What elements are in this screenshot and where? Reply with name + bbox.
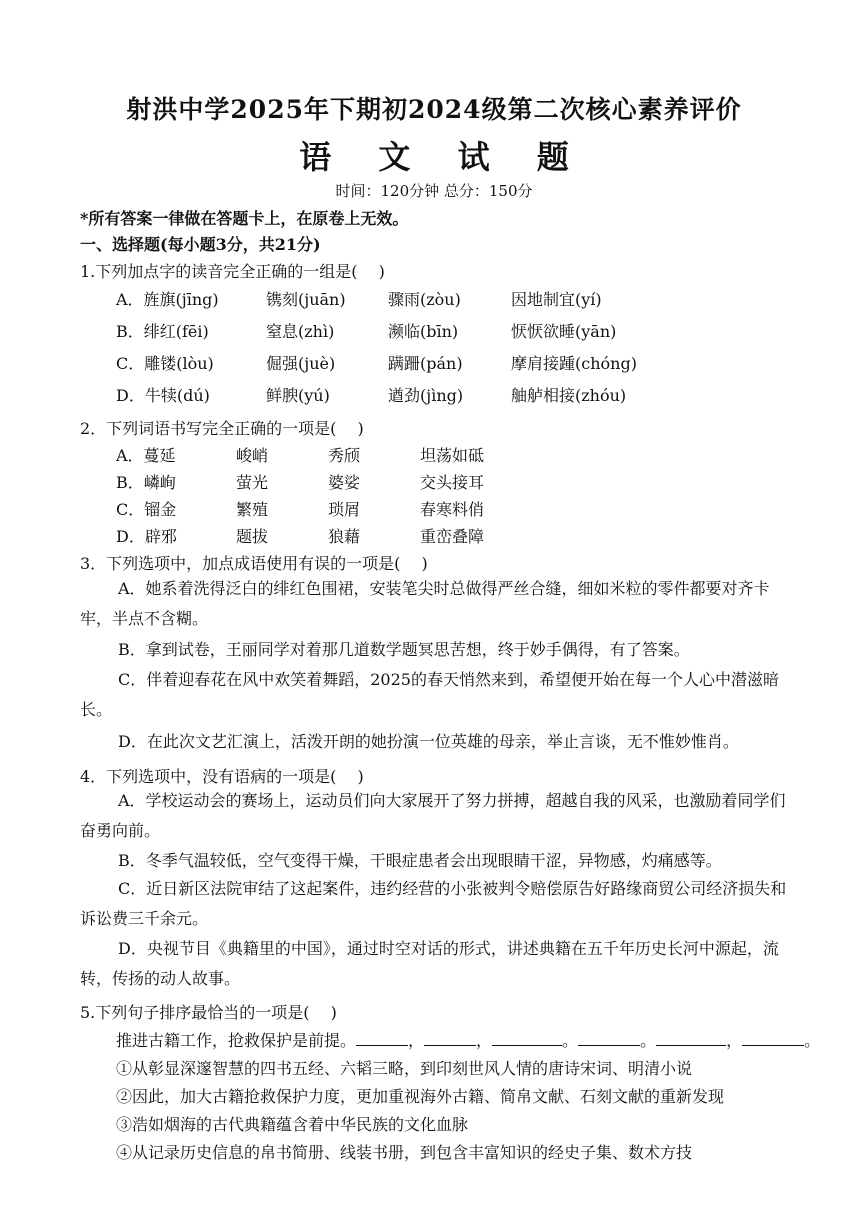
blank-6 — [742, 1045, 804, 1046]
question-3-option-c: C．伴着迎春花在风中欢笑着舞蹈，2025的春天悄然来到，希望便开始在每一个人心中潜滋暗长。 — [80, 670, 779, 719]
q1-b-4: 恹恹欲睡(yān) — [511, 322, 617, 341]
q1-a-4: 因地制宜(yí) — [511, 290, 602, 309]
question-5-item-3: ③浩如烟海的古代典籍蕴含着中华民族的文化血脉 — [116, 1115, 469, 1134]
q2-a-4: 坦荡如砥 — [420, 446, 485, 465]
blank-2 — [424, 1045, 476, 1046]
q2-c-4: 春寒料俏 — [420, 500, 485, 519]
q2-c-3: 琐屑 — [328, 500, 361, 519]
question-5-stem: 5.下列句子排序最恰当的一项是( ) — [80, 1003, 337, 1022]
blank-1 — [356, 1045, 408, 1046]
exam-title: 射洪中学2025年下期初2024级第二次核心素养评价 — [126, 95, 742, 124]
subject-title: 语 文 试 题 — [299, 138, 587, 176]
answer-notice: *所有答案一律做在答题卡上，在原卷上无效。 — [80, 209, 409, 228]
section-heading: 一、选择题(每小题3分，共21分) — [80, 235, 321, 254]
q1-c-1: C．雕镂(lòu) — [116, 354, 214, 373]
q1-c-4: 摩肩接踵(chóng) — [511, 354, 637, 373]
question-4-stem: 4．下列选项中，没有语病的一项是( ) — [80, 767, 364, 786]
q2-b-4: 交头接耳 — [420, 473, 485, 492]
q2-b-1: B．嶙峋 — [116, 473, 176, 492]
question-1-stem: 1.下列加点字的读音完全正确的一组是( ) — [80, 262, 385, 281]
q2-b-2: 萤光 — [236, 473, 269, 492]
question-5-item-2: ②因此，加大古籍抢救保护力度，更加重视海外古籍、简帛文献、石刻文献的重新发现 — [116, 1087, 725, 1106]
time-and-score: 时间：120分钟 总分：150分 — [335, 182, 533, 200]
q2-d-3: 狼藉 — [328, 527, 361, 546]
q1-b-3: 濒临(bīn) — [388, 322, 459, 341]
question-3-option-b: B．拿到试卷，王丽同学对着那几道数学题冥思苦想，终于妙手偶得，有了答案。 — [118, 640, 690, 659]
q1-c-2: 倔强(juè) — [266, 354, 336, 373]
q1-a-3: 骤雨(zòu) — [388, 290, 461, 309]
q2-a-1: A．蔓延 — [116, 446, 176, 465]
question-4-option-b: B．冬季气温较低，空气变得干燥，干眼症患者会出现眼睛干涩，异物感，灼痛感等。 — [118, 851, 722, 870]
question-2-stem: 2．下列词语书写完全正确的一项是( ) — [80, 419, 364, 438]
blank-5 — [656, 1045, 726, 1046]
q2-c-2: 繁殖 — [236, 500, 269, 519]
question-3-stem: 3．下列选项中，加点成语使用有误的一项是( ) — [80, 554, 428, 573]
blank-3 — [492, 1045, 562, 1046]
question-3-option-a: A．她系着洗得泛白的绯红色围裙，安装笔尖时总做得严丝合缝，细如米粒的零件都要对齐卡牢，半点不含糊。 — [80, 579, 770, 628]
q2-d-4: 重峦叠障 — [420, 527, 485, 546]
question-4-option-c: C．近日新区法院审结了这起案件，违约经营的小张被判令赔偿原告好路缘商贸公司经济损失和诉讼费三千余元。 — [80, 879, 787, 928]
q1-d-3: 遒劲(jìng) — [388, 386, 464, 405]
q1-d-1: D．牛犊(dú) — [116, 386, 210, 405]
q1-a-1: A．旌旗(jīng) — [116, 290, 219, 309]
q1-b-1: B．绯红(fēi) — [116, 322, 209, 341]
q1-b-2: 窒息(zhì) — [266, 322, 335, 341]
q2-a-3: 秀颀 — [328, 446, 361, 465]
q2-a-2: 峻峭 — [236, 446, 269, 465]
question-5-item-1: ①从彰显深邃智慧的四书五经、六韬三略，到印刻世风人情的唐诗宋词、明清小说 — [116, 1059, 693, 1078]
question-5-item-4: ④从记录历史信息的帛书简册、线装书册，到包含丰富知识的经史子集、数术方技 — [116, 1143, 693, 1162]
question-4-option-d: D．央视节目《典籍里的中国》，通过时空对话的形式，讲述典籍在五千年历史长河中源起，流转，传扬的动人故事。 — [80, 939, 779, 988]
q2-c-1: C．镏金 — [116, 500, 177, 519]
blank-4 — [578, 1045, 640, 1046]
q1-d-2: 鲜腴(yú) — [266, 386, 330, 405]
q2-d-2: 题拔 — [236, 527, 269, 546]
q1-a-2: 镌刻(juān) — [266, 290, 346, 309]
q2-b-3: 婆娑 — [328, 473, 361, 492]
question-5-lead: 推进古籍工作，抢救保护是前提。 — [116, 1031, 357, 1050]
question-3-option-d: D．在此次文艺汇演上，活泼开朗的她扮演一位英雄的母亲，举止言谈，无不惟妙惟肖。 — [118, 732, 739, 751]
q1-c-3: 蹒跚(pán) — [388, 354, 463, 373]
question-4-option-a: A．学校运动会的赛场上，运动员们向大家展开了努力拼搏，超越自我的风采，也激励着同学们奋勇向前。 — [80, 791, 786, 840]
q2-d-1: D．辟邪 — [116, 527, 177, 546]
q1-d-4: 舳舻相接(zhóu) — [511, 386, 627, 405]
question-5-passage: 推进古籍工作，抢救保护是前提。 ， ， 。 。 ， 。 — [116, 1031, 821, 1050]
